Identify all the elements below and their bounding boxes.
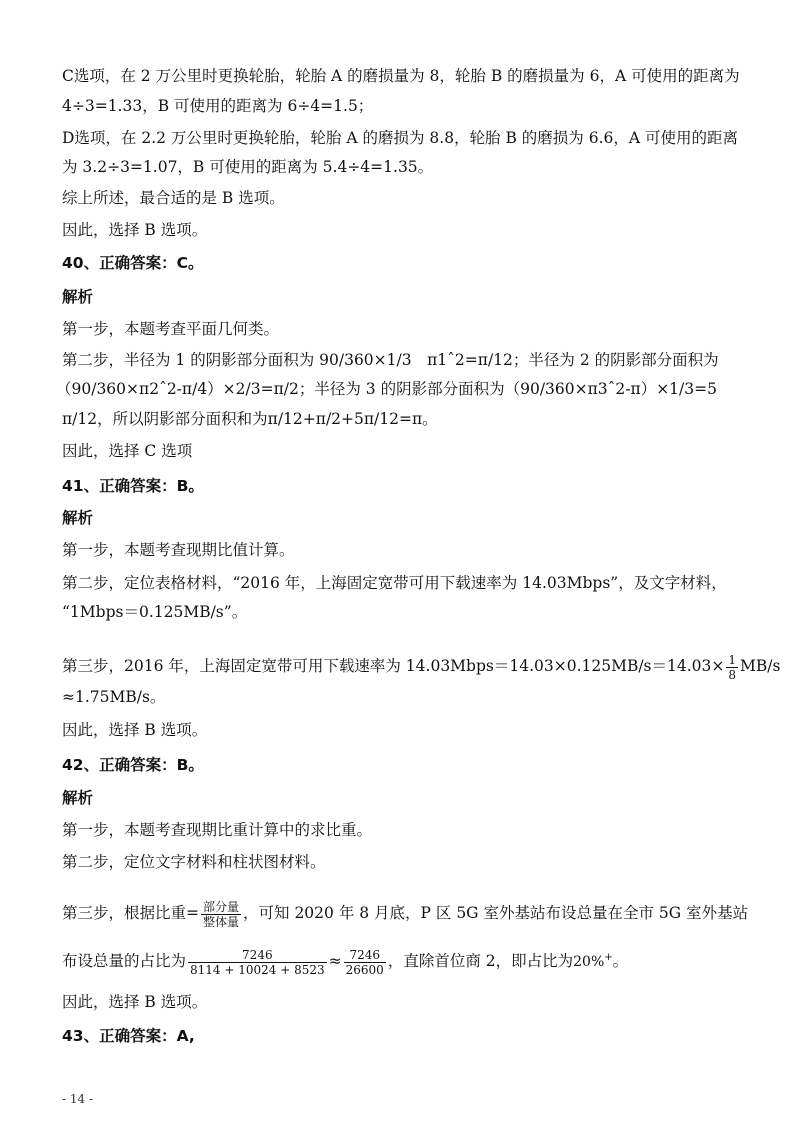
text-line: 因此，选择 C 选项 — [62, 442, 193, 460]
text-line: 第二步，半径为 1 的阴影部分面积为 90/360×1/3 π1ˆ2=π/12；半径为 2 的阴影部分面积为 — [62, 351, 719, 369]
fraction-numerator: 7246 — [242, 947, 273, 962]
text-line: π/12，所以阴影部分面积和为π/12+π/2+5π/12=π。 — [62, 410, 438, 428]
text-segment: 布设总量的占比为 — [62, 952, 187, 971]
analysis-heading: 解析 — [62, 789, 94, 807]
fraction-denominator: 整体量 — [203, 914, 240, 929]
text-line: 第二步，定位表格材料，“2016 年，上海固定宽带可用下载速率为 14.03Mbps”，及文字材料， — [62, 574, 727, 592]
text-segment: 第三步，根据比重= — [62, 904, 199, 922]
fraction-numerator: 7246 — [349, 947, 380, 962]
text-line: 4÷3=1.33，B 可使用的距离为 6÷4=1.5； — [62, 97, 374, 115]
text-line: 第一步，本题考查现期比重计算中的求比重。 — [62, 821, 373, 839]
fraction-numerator: 部分量 — [203, 899, 240, 914]
text-line: D选项，在 2.2 万公里时更换轮胎，轮胎 A 的磨损为 8.8，轮胎 B 的磨损为 6.6，A 可使用的距离 — [62, 129, 739, 147]
text-line-with-fraction — [62, 893, 748, 933]
answer-heading: 41、正确答案：B。 — [62, 477, 204, 495]
answer-heading: 42、正确答案：B。 — [62, 756, 204, 774]
text-line: ≈1.75MB/s。 — [62, 688, 166, 706]
text-segment: 。 — [612, 952, 629, 971]
fraction-share-expression — [188, 948, 327, 977]
text-line-with-fraction — [62, 938, 628, 982]
fraction-numerator: 1 — [728, 652, 737, 667]
text-line: 为 3.2÷3=1.07，B 可使用的距离为 5.4÷4=1.35。 — [62, 158, 434, 176]
text-line: 第一步，本题考查平面几何类。 — [62, 320, 280, 338]
analysis-heading: 解析 — [62, 509, 94, 527]
fraction-denominator: 8114 + 10024 + 8523 — [190, 962, 325, 977]
text-segment: ，直除首位商 2，即占比为 — [387, 952, 574, 971]
text-line: （90/360×π2ˆ2-π/4）×2/3=π/2；半径为 3 的阴影部分面积为（90/360×π3ˆ2-π）×1/3=5 — [56, 380, 717, 398]
text-line: “1Mbps＝0.125MB/s”。 — [62, 603, 248, 621]
text-segment: 第三步，2016 年，上海固定宽带可用下载速率为 14.03Mbps＝14.03×0.125MB/s＝14.03× — [62, 657, 725, 675]
analysis-heading: 解析 — [62, 288, 94, 306]
fraction-one-eighth — [726, 653, 738, 682]
fraction-part-over-whole — [201, 900, 241, 929]
text-line: 因此，选择 B 选项。 — [62, 221, 208, 239]
fraction-denominator: 26600 — [345, 962, 384, 977]
text-segment: ，可知 2020 年 8 月底，P 区 5G 室外基站布设总量在全市 5G 室外基站 — [243, 904, 749, 922]
text-line: 因此，选择 B 选项。 — [62, 993, 208, 1011]
approx-sign: ≈ — [328, 952, 342, 971]
fraction-denominator: 8 — [728, 667, 737, 682]
text-line: 综上所述，最合适的是 B 选项。 — [62, 189, 285, 207]
text-line: 第一步，本题考查现期比值计算。 — [62, 541, 295, 559]
answer-heading: 43、正确答案：A, — [62, 1027, 195, 1045]
fraction-share-simplified — [344, 948, 386, 977]
percentage-value: 20% — [573, 954, 605, 971]
answer-heading: 40、正确答案：C。 — [62, 254, 204, 272]
text-segment: MB/s — [740, 657, 781, 675]
text-line-with-fraction — [62, 647, 780, 685]
page-number: - 14 - — [62, 1092, 94, 1106]
superscript-plus: + — [604, 952, 613, 963]
text-line: 第二步，定位文字材料和柱状图材料。 — [62, 853, 326, 871]
text-line: C选项，在 2 万公里时更换轮胎，轮胎 A 的磨损量为 8，轮胎 B 的磨损量为 6，A 可使用的距离为 — [62, 67, 740, 85]
text-line: 因此，选择 B 选项。 — [62, 721, 208, 739]
